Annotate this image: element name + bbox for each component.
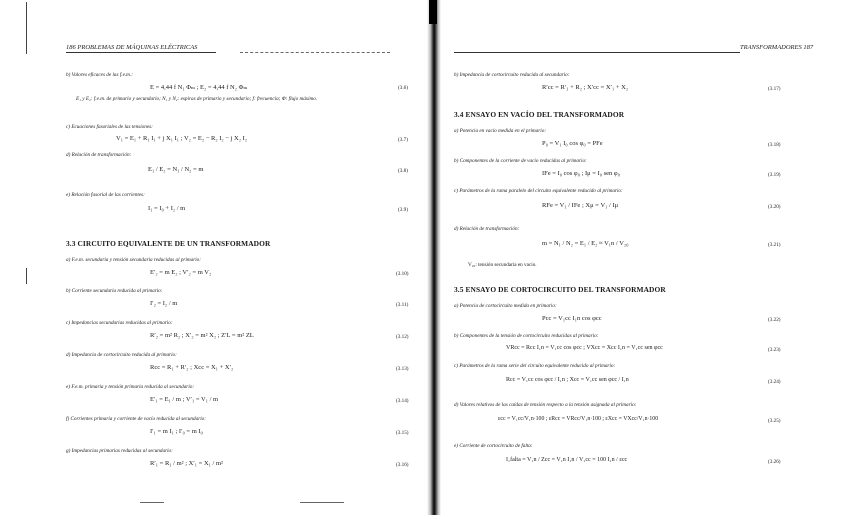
item-label: c) Parámetros de la rama serie del circuito equivalente reducido al primario: xyxy=(454,363,616,369)
section-title: 3.5 ENSAYO DE CORTOCIRCUITO DEL TRANSFORMADOR xyxy=(454,285,666,294)
equation: Rcc = V₁cc cos φcc / I₁n ; Xcc = V₁cc sen φcc / I₁n xyxy=(506,377,629,383)
equation-number: (3.10) xyxy=(396,271,409,277)
page-header-left: 186 PROBLEMAS DE MÁQUINAS ELÉCTRICAS xyxy=(66,44,198,51)
footer-mark xyxy=(300,502,344,503)
equation-number: (3.14) xyxy=(396,398,409,404)
equation: I₁falta = V₁n / Zcc = V₁n I₁n / V₁cc = 100 I₁n / εcc xyxy=(506,457,628,463)
equation-number: (3.22) xyxy=(768,317,781,323)
equation-number: (3.6) xyxy=(398,85,408,91)
item-label: e) Relación fasorial de las corrientes: xyxy=(66,192,145,198)
equation-number: (3.26) xyxy=(768,459,781,465)
item-label: b) Valores eficaces de las f.e.m.: xyxy=(66,72,133,78)
gutter-shadow xyxy=(429,0,437,24)
equation: E₁ / E₂ = N₁ / N₂ = m xyxy=(148,166,204,173)
equation: V₁ = E₁ + R₁ I₁ + j X₁ I₁ ; V₂ = E₂ − R₂ I₂ − j X₂ I₂ xyxy=(116,135,248,142)
header-rule-dashed xyxy=(240,52,390,53)
right-page xyxy=(438,0,848,515)
header-rule xyxy=(66,52,216,53)
equation: E′₁ = E₁ / m ; V′₁ = V₁ / m xyxy=(150,396,219,403)
equation-number: (3.15) xyxy=(396,430,409,436)
equation-number: (3.18) xyxy=(768,142,781,148)
section-title: 3.3 CIRCUITO EQUIVALENTE DE UN TRANSFORMADOR xyxy=(66,239,271,248)
equation-number: (3.19) xyxy=(768,172,781,178)
item-label: b) Corriente secundaria reducida al primario: xyxy=(66,288,163,294)
item-label: e) F.e.m. primaria y tensión primaria reducida al secundario: xyxy=(66,384,195,390)
item-label: c) Impedancias secundarias reducidas al primario: xyxy=(66,320,173,326)
equation: E′₂ = m E₂ ; V′₂ = m V₂ xyxy=(150,269,212,276)
equation-number: (3.25) xyxy=(768,418,781,424)
header-rule xyxy=(454,52,740,53)
item-label: d) Impedancia de cortocircuito reducida al primario: xyxy=(66,352,177,358)
item-label: a) F.e.m. secundaria y tensión secundaria reducidas al primario: xyxy=(66,257,202,263)
margin-mark xyxy=(26,268,27,284)
equation-number: (3.23) xyxy=(768,347,781,353)
equation-number: (3.13) xyxy=(396,366,409,372)
equation-number: (3.20) xyxy=(768,204,781,210)
equation: P₀ = V₁ I₀ cos φ₀ = PFe xyxy=(542,140,603,147)
item-label: d) Valores relativos de las caídas de tensión respecto a la tensión asignada al primario: xyxy=(454,402,637,408)
item-label: h) Impedancia de cortocircuito reducida al secundario: xyxy=(454,72,570,78)
equation-number: (3.7) xyxy=(398,137,408,143)
equation: VRcc = Rcc I₁n = V₁cc cos φcc ; VXcc = Xcc I₁n = V₁cc sen φcc xyxy=(506,345,663,351)
margin-mark xyxy=(26,2,27,54)
equation: R′₂ = m² R₂ ; X′₂ = m² X₂ ; Z′L = m² ZL xyxy=(150,332,254,339)
equation-number: (3.16) xyxy=(396,462,409,468)
equation: I′₂ = I₂ / m xyxy=(150,300,178,307)
section-title: 3.4 ENSAYO EN VACÍO DEL TRANSFORMADOR xyxy=(454,110,625,119)
equation: R′cc = R′₁ + R₂ ; X′cc = X′₁ + X₂ xyxy=(542,84,629,91)
equation: RFe = V₁ / IFe ; Xμ = V₁ / Iμ xyxy=(542,202,619,209)
item-label: a) Potencia en vacío medida en el primario: xyxy=(454,128,547,134)
equation-number: (3.8) xyxy=(398,168,408,174)
equation: E = 4,44 f N₁ Φₘ ; E₂ = 4,44 f N₂ Φₘ xyxy=(150,84,248,91)
equation: I₁ = I₀ + I₂ / m xyxy=(148,205,186,212)
equation-number: (3.21) xyxy=(768,242,781,248)
equation: Rcc = R₁ + R′₂ ; Xcc = X₁ + X′₂ xyxy=(150,364,234,371)
page-header-right: TRANSFORMADORES 187 xyxy=(740,44,814,51)
item-label: f) Corrientes primaria y corriente de vacío reducida al secundario: xyxy=(66,416,206,422)
equation-number: (3.9) xyxy=(398,207,408,213)
equation-number: (3.24) xyxy=(768,379,781,385)
equation: I′₁ = m I₁ ; I′₀ = m I₀ xyxy=(150,428,203,435)
item-label: c) Ecuaciones fasoriales de las tensiones: xyxy=(66,124,153,130)
equation-number: (3.12) xyxy=(396,334,409,340)
item-label: b) Componentes de la corriente de vacío reducidas al primario: xyxy=(454,158,587,164)
item-note: V₂₀: tensión secundaria en vacío. xyxy=(468,262,537,268)
equation: R′₁ = R₁ / m² ; X′₁ = X₁ / m² xyxy=(150,460,223,467)
item-label: e) Corriente de cortocircuito de falta: xyxy=(454,443,533,449)
item-label: d) Relación de transformación: xyxy=(454,226,520,232)
equation: IFe = I₀ cos φ₀ ; Iμ = I₀ sen φ₀ xyxy=(542,170,620,177)
item-label: a) Potencia de cortocircuito medida en primario: xyxy=(454,303,557,309)
equation-number: (3.11) xyxy=(396,302,409,308)
item-label: c) Parámetros de la rama paralelo del circuito equivalente reducido al primario: xyxy=(454,188,623,194)
equation: εcc = V₁cc/V₁n·100 ; εRcc = VRcc/V₁n·100 ; εXcc = VXcc/V₁n·100 xyxy=(498,416,659,422)
item-note: E₁ y E₂: f.e.m. de primario y secundario; N₁ y N₂: espiras de primario y secundario; f: frecuencia; Φ: flujo máximo. xyxy=(76,96,318,102)
equation-number: (3.17) xyxy=(768,86,781,92)
item-label: g) Impedancias primarias reducidas al secundario: xyxy=(66,448,173,454)
item-label: b) Componentes de la tensión de cortocircuito reducidas al primario: xyxy=(454,333,599,339)
item-label: d) Relación de transformación: xyxy=(66,152,132,158)
equation: Pcc = V₁cc I₁n cos φcc xyxy=(542,315,602,322)
footer-mark xyxy=(140,502,164,503)
equation: m = N₁ / N₂ = E₁ / E₂ ≈ V₁n / V₂₀ xyxy=(542,240,629,247)
